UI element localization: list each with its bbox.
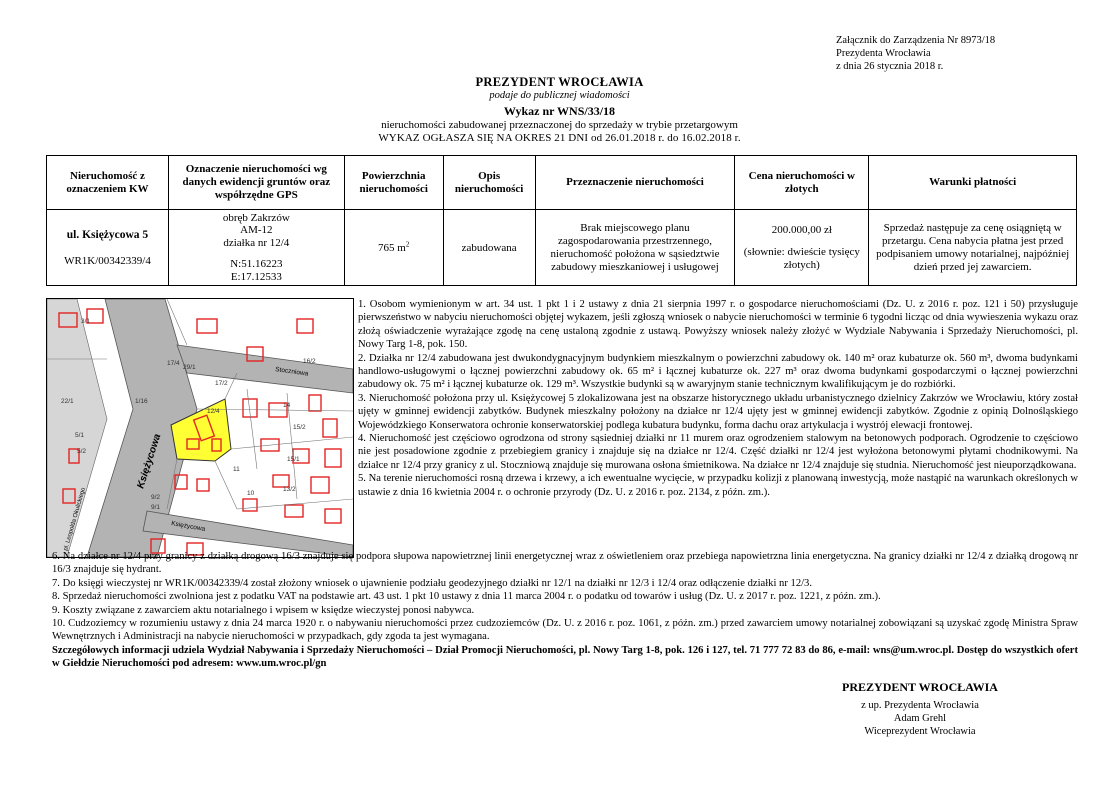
map-label: 17/4 xyxy=(167,360,180,367)
header-cell-area: Powierzchnia nieruchomości xyxy=(344,156,443,210)
property-address: ul. Księżycowa 5 xyxy=(66,228,149,241)
map-label: 12/4 xyxy=(207,408,220,415)
plot-number: działka nr 12/4 xyxy=(223,236,290,249)
note-9: 9. Koszty związane z zawarciem aktu notarialnego i wpisem w księdze wieczystej ponosi nabywca. xyxy=(52,604,475,616)
map-label: 11 xyxy=(233,466,240,473)
header-cell-property: Nieruchomość z oznaczeniem KW xyxy=(47,156,169,210)
header-period: WYKAZ OGŁASZA SIĘ NA OKRES 21 DNI od 26.01.2018 r. do 16.02.2018 r. xyxy=(378,132,741,144)
area-value: 765 m xyxy=(378,241,406,254)
map-label: 16/2 xyxy=(303,358,316,365)
note-7: 7. Do księgi wieczystej nr WR1K/00342339/4 został złożony wniosek o ujawnienie podziału geodezyjnego działki nr 12/1 na działki nr 12/3 i 12/4 oraz odłączenie działki nr 12/3. xyxy=(52,577,813,589)
map-label: 13/2 xyxy=(283,486,296,493)
site-map-drawing xyxy=(47,299,353,557)
map-label: 9/2 xyxy=(151,494,161,501)
gps-longitude: E:17.12533 xyxy=(230,270,282,283)
map-label: 5/2 xyxy=(77,448,87,455)
note-1: 1. Osobom wymienionym w art. 34 ust. 1 pkt 1 i 2 ustawy z dnia 21 sierpnia 1997 r. o gospodarce nieruchomościami (Dz. U. z 2016 r. poz. 121 i 50) przysługuje pierwszeństwo w nabyciu nieruchomości objętej wykazem, jeśli zgłoszą wniosek o nabycie nieruchomości w terminie 6 tygodni licząc od dnia wywieszenia wykazu oraz złożą oświadczenie wyrażające zgodę na cenę ustaloną zgodnie z ustawą. Powyższy wniosek należy złożyć w Wydziale Nabywania i Sprzedaży Nieruchomości, pl. Nowy Targ 1-8, pok. 150. xyxy=(358,299,1078,351)
header-subtitle: podaje do publicznej wiadomości xyxy=(489,90,630,101)
header-cell-designation: Oznaczenie nieruchomości wg danych ewidencji gruntów oraz współrzędne GPS xyxy=(168,156,344,210)
map-street-main: Księżycowa xyxy=(135,432,164,490)
note-4: 4. Nieruchomość jest częściowo ogrodzona od strony sąsiedniej działki nr 11 murem oraz ogrodzeniem stalowym na betonowych podporach. Ogrodzenie to częściowo nie jest posadowione zgodnie z przebiegiem granicy i znajduje się na działce nr 12/4. Część działki nr 12/4 jest wyłożona betonowymi płytami chodnikowymi. Na działce nr 12/4 przy granicy z ul. Stoczniową znajduje się murowana osłona śmietnikowa. Na działce nr 12/4 znajduje się studnia. Nieruchomość jest nieuporządkowana. xyxy=(358,433,1078,471)
site-map xyxy=(46,298,354,558)
area-unit-sup: 2 xyxy=(405,239,410,248)
annex-line-3: z dnia 26 stycznia 2018 r. xyxy=(836,61,944,72)
map-label: 15/1 xyxy=(287,456,300,463)
map-street-bottom: Księżycowa xyxy=(170,520,206,533)
header-cell-payment: Warunki płatności xyxy=(869,156,1077,210)
notes-full-width xyxy=(52,550,1078,671)
gps-latitude: N:51.16223 xyxy=(230,258,283,271)
note-8: 8. Sprzedaż nieruchomości zwolniona jest z podatku VAT na podstawie art. 43 ust. 1 pkt 10 ustawy z dnia 11 marca 2004 r. o podatku od towarów i usług (Dz. U. z 2017 r. poz. 1221, z późn. zm.). xyxy=(52,591,881,603)
cell-price xyxy=(735,210,869,286)
cell-payment: Sprzedaż następuje za cenę osiągniętą w przetargu. Cena nabycia płatna jest przed podpisaniem umowy notarialnej, najpóźniej dzień przed jej zawarciem. xyxy=(869,210,1077,286)
annex-note xyxy=(836,34,995,73)
map-label: 15/2 xyxy=(293,424,306,431)
signature-role: Wiceprezydent Wrocławia xyxy=(864,726,976,737)
note-2: 2. Działka nr 12/4 zabudowana jest dwukondygnacyjnym budynkiem mieszkalnym o powierzchni zabudowy ok. 140 m² oraz kubaturze ok. 560 m³, dwoma budynkami handlowo-usługowymi o łącznej powierzchni zabudowy ok. 65 m² i łącznej kubaturze ok. 227 m³ oraz dwoma budynkami gospodarczymi o łącznej powierzchni zabudowy ok. 75 m² i łącznej kubaturze ok. 129 m³. Wszystkie budynki są w awaryjnym stanie technicznym kwalifikującym je do rozbiórki. xyxy=(358,352,1078,391)
cell-designation xyxy=(168,210,344,286)
map-label: 29/1 xyxy=(183,364,196,371)
header-cell-purpose: Przeznaczenie nieruchomości xyxy=(535,156,735,210)
property-kw: WR1K/00342339/4 xyxy=(64,254,151,267)
signature-name: Adam Grehl xyxy=(893,713,947,724)
cell-area xyxy=(344,210,443,286)
map-label: 14 xyxy=(283,402,291,409)
note-5: 5. Na terenie nieruchomości rosną drzewa i krzewy, a ich ewentualne wycięcie, w przypadku kolizji z planowaną inwestycją, może nastąpić na warunkach określonych w ustawie z dnia 16 kwietnia 2004 r. o ochronie przyrody (Dz. U. z 2016 r. poz. 2134, z późn. zm.). xyxy=(358,473,1078,498)
annex-line-1: Załącznik do Zarządzenia Nr 8973/18 xyxy=(836,35,996,46)
note-3: 3. Nieruchomość położona przy ul. Księżycowej 5 zlokalizowana jest na obszarze historycznego układu urbanistycznego dzielnicy Zakrzów we Wrocławiu, który został ujęty w gminnej ewidencji zabytków. Budynek mieszkalny położony na działce nr 12/4 ujęty jest w gminnej ewidencji zabytków. Zgodnie z opinią Dolnośląskiego Wojewódzkiego Konserwatora ochronie konserwatorskiej podlega kubatura budynku, forma dachu oraz artykulacja i wystrój elewacji frontowej. xyxy=(358,392,1078,431)
header-cell-price: Cena nieruchomości w złotych xyxy=(735,156,869,210)
price-value: 200.000,00 zł xyxy=(771,223,832,236)
header-cell-description: Opis nieruchomości xyxy=(443,156,535,210)
header-list-number: Wykaz nr WNS/33/18 xyxy=(503,104,616,118)
header-title: PREZYDENT WROCŁAWIA xyxy=(475,75,644,89)
signature-line-1: z up. Prezydenta Wrocławia xyxy=(861,700,979,711)
table-header-row xyxy=(47,156,1077,210)
property-table xyxy=(46,155,1077,286)
contact-info: Szczegółowych informacji udziela Wydział Nabywania i Sprzedaży Nieruchomości – Dział Promocji Nieruchomości, pl. Nowy Targ 1-8, pok. 126 i 127, tel. 71 777 72 83 do 86, e-mail: wns@um.wroc.pl. Dostęp do wszystkich ofert w Giełdzie Nieruchomości pod adresem: www.um.wroc.pl/gn xyxy=(52,644,1078,670)
note-6: 6. Na działce nr 12/4 przy granicy z działką drogową 16/3 znajduje się podpora słupowa napowietrznej linii energetycznej wraz z oświetleniem oraz przebiega napowietrzna linia energetyczna. Na granicy działki nr 12/4 z działką drogową nr 16/3 znajduje się hydrant. xyxy=(52,551,1078,576)
map-label: 10 xyxy=(247,490,255,497)
map-label: 22/1 xyxy=(61,398,74,405)
table-row xyxy=(47,210,1077,286)
map-street-side: Stoczniowa xyxy=(274,366,309,378)
map-label: 5/1 xyxy=(75,432,85,439)
note-10: 10. Cudzoziemcy w rozumieniu ustawy z dnia 24 marca 1920 r. o nabywaniu nieruchomości przez cudzoziemców (Dz. U. z 2016 r. poz. 1061, z późn. zm.) przed zawarciem umowy notarialnej zobowiązani są uzyskać zgodę Ministra Spraw Wewnętrznych i Administracji na nabycie nieruchomości w przypadkach, gdy zgoda ta jest wymagana. xyxy=(52,618,1078,643)
map-label: 1/16 xyxy=(135,398,148,405)
header-description: nieruchomości zabudowanej przeznaczonej do sprzedaży w trybie przetargowym xyxy=(381,119,738,131)
cell-property xyxy=(47,210,169,286)
signature-title: PREZYDENT WROCŁAWIA xyxy=(842,680,998,694)
notes-column xyxy=(358,298,1078,499)
precinct: obręb Zakrzów xyxy=(222,211,290,224)
cell-description: zabudowana xyxy=(443,210,535,286)
map-label: 9/1 xyxy=(151,504,161,511)
cell-purpose: Brak miejscowego planu zagospodarowania przestrzennego, nieruchomość położona w sąsiedztwie zabudowy mieszkaniowej i usługowej xyxy=(535,210,735,286)
annex-line-2: Prezydenta Wrocławia xyxy=(836,48,931,59)
map-sheet: AM-12 xyxy=(240,224,273,237)
map-label: 3/1 xyxy=(81,318,91,325)
map-street-left: pl. Leopolda Okulickiego xyxy=(63,487,87,552)
price-words: (słownie: dwieście tysięcy złotych) xyxy=(743,245,860,271)
map-label: 17/2 xyxy=(215,380,228,387)
signature-block xyxy=(800,699,1040,738)
